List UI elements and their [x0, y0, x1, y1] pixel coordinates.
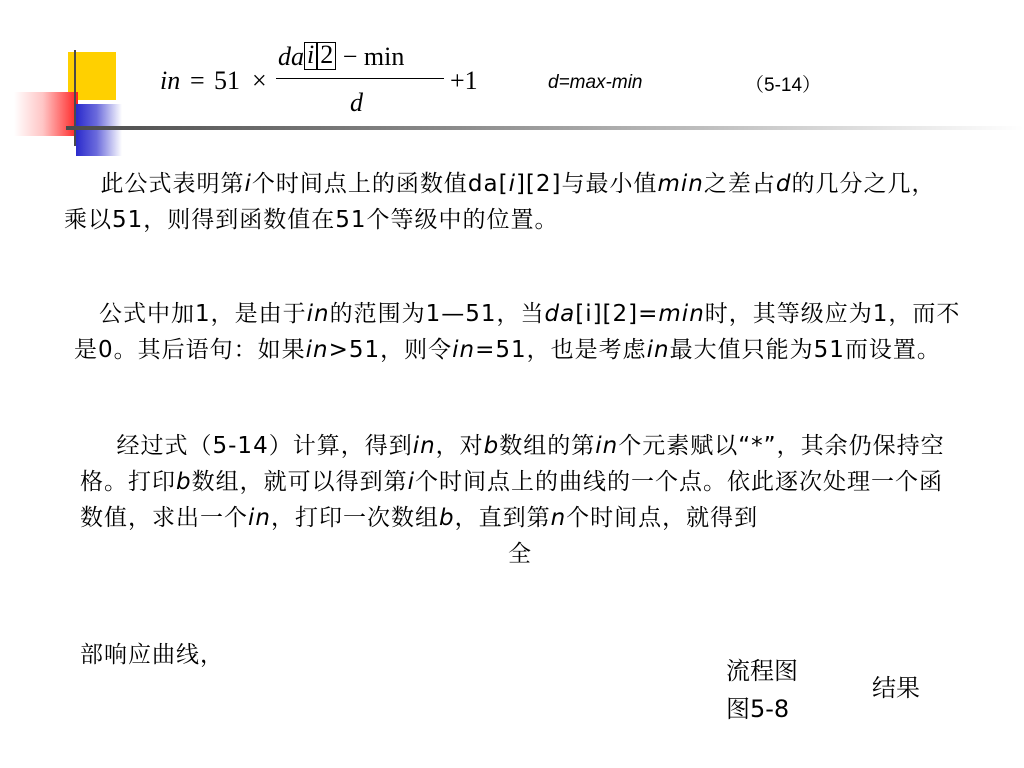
title-divider: [66, 126, 1024, 130]
formula-times: ×: [252, 66, 267, 95]
formula-lhs: in: [160, 66, 181, 95]
paragraph-print-curve: 经过式（5-14）计算，得到in，对b数组的第in个元素赋以“*”，其余仍保持空格。打印b数组，就可以得到第i个时间点上的曲线的一个点。依此逐次处理一个函数值，求出一个in，打印一次数组b，直到第n个时间点，就得到 全: [80, 428, 960, 572]
flowchart-link-figure: 图5-8: [726, 695, 790, 723]
formula-coefficient: 51: [214, 66, 240, 95]
formula-plus-one: +1: [450, 66, 478, 95]
formula-5-14: [160, 38, 500, 122]
formula-denominator: d: [350, 88, 363, 117]
decor-vertical-line: [74, 50, 76, 146]
result-link[interactable]: 结果: [872, 674, 920, 702]
equation-number: （5-14）: [745, 75, 822, 96]
paragraph-last-line: 部响应曲线，: [80, 642, 224, 668]
d-definition: d=max-min: [548, 72, 643, 93]
paragraph-wrapped-char: 全: [508, 541, 532, 567]
flowchart-link-label: 流程图: [726, 657, 798, 685]
paragraph-formula-meaning: 此公式表明第i个时间点上的函数值da[i][2]与最小值min之差占d的几分之几，乘以51，则得到函数值在51个等级中的位置。: [64, 171, 936, 233]
paragraph-add-one: 公式中加1，是由于in的范围为1—51，当da[i][2]=min时，其等级应为1，而不是0。其后语句：如果in>51，则令in=51，也是考虑in最大值只能为51而设置。: [74, 301, 961, 363]
formula-numerator: da i 2 − min: [278, 40, 405, 71]
formula-fraction-bar: [276, 78, 444, 79]
flowchart-link[interactable]: [726, 652, 798, 728]
formula-equals: =: [190, 66, 205, 95]
decor-blue-square: [76, 104, 122, 156]
